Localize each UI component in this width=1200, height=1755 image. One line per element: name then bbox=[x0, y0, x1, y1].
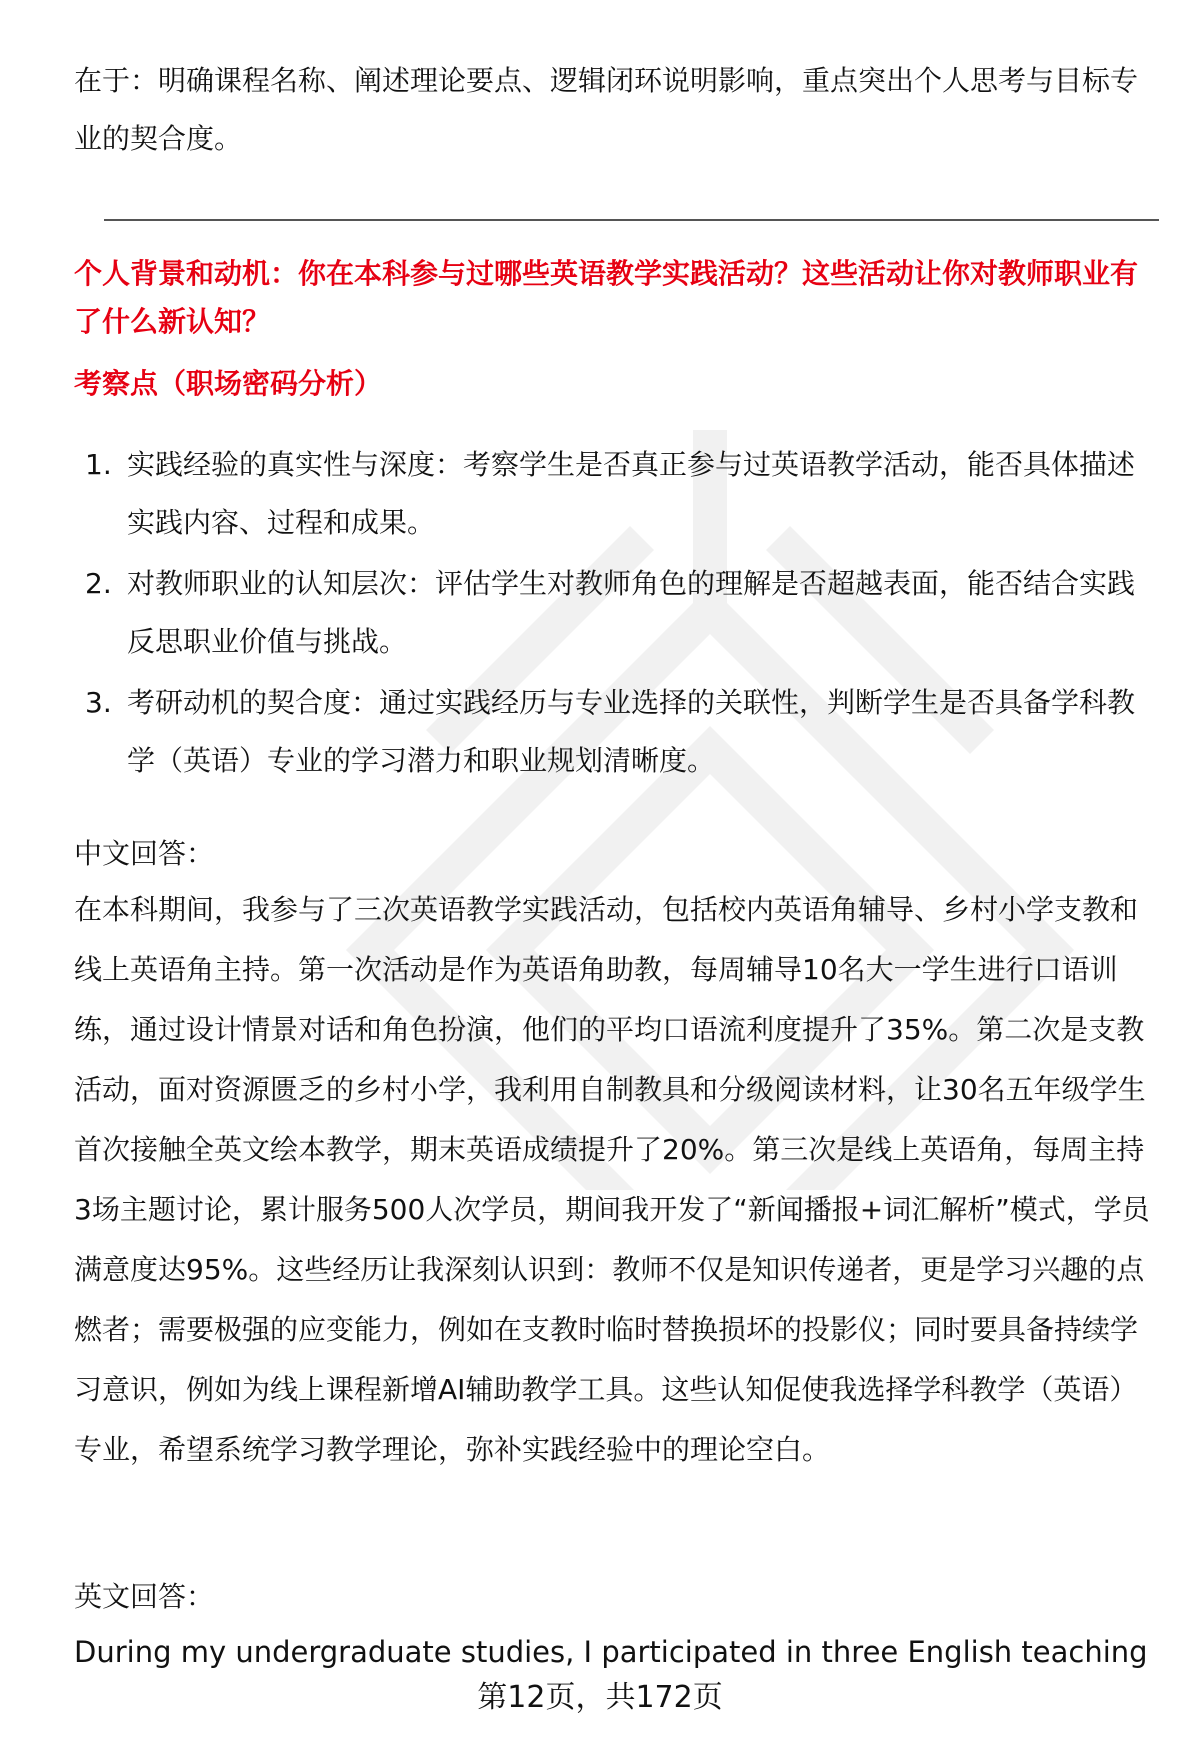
list-item-text: 考研动机的契合度：通过实践经历与专业选择的关联性，判断学生是否具备学科教学（英语）专业的学习潜力和职业规划清晰度。 bbox=[127, 686, 1136, 777]
assessment-points-heading: 考察点（职场密码分析） bbox=[74, 367, 383, 400]
chinese-answer-text: 在本科期间，我参与了三次英语教学实践活动，包括校内英语角辅导、乡村小学支教和线上英语角主持。第一次活动是作为英语角助教，每周辅导10名大一学生进行口语训练，通过设计情景对话和角色扮演，他们的平均口语流利度提升了35%。第二次是支教活动，面对资源匮乏的乡村小学，我利用自制教具和分级阅读材料，让30名五年级学生首次接触全英文绘本教学，期末英语成绩提升了20%。第三次是线上英语角，每周主持3场主题讨论，累计服务500人次学员，期间我开发了“新闻播报+词汇解析”模式，学员满意度达95%。这些经历让我深刻认识到：教师不仅是知识传递者，更是学习兴趣的点燃者；需要极强的应变能力，例如在支教时临时替换损坏的投影仪；同时要具备持续学习意识，例如为线上课程新增AI辅助教学工具。这些认知促使我选择学科教学（英语）专业，希望系统学习教学理论，弥补实践经验中的理论空白。 bbox=[74, 893, 1150, 1466]
list-item-number: 2. bbox=[85, 567, 112, 600]
list-item bbox=[0, 555, 1200, 671]
list-item-text: 对教师职业的认知层次：评估学生对教师角色的理解是否超越表面，能否结合实践反思职业价值与挑战。 bbox=[127, 567, 1136, 658]
section-divider bbox=[104, 219, 1159, 221]
assessment-points-list bbox=[0, 436, 1200, 793]
english-answer-text: During my undergraduate studies, I participated in three English teaching bbox=[74, 1635, 1148, 1669]
list-item-number: 3. bbox=[85, 686, 112, 719]
question-heading: 个人背景和动机：你在本科参与过哪些英语教学实践活动？这些活动让你对教师职业有了什么新认知？ bbox=[74, 257, 1139, 338]
list-item-number: 1. bbox=[85, 448, 112, 481]
list-item bbox=[0, 674, 1200, 790]
intro-paragraph: 在于：明确课程名称、阐述理论要点、逻辑闭环说明影响，重点突出个人思考与目标专业的契合度。 bbox=[74, 64, 1139, 155]
page-number-footer: 第12页，共172页 bbox=[477, 1680, 723, 1715]
english-answer-label: 英文回答： bbox=[74, 1580, 215, 1613]
chinese-answer-label: 中文回答： bbox=[74, 837, 215, 870]
list-item-text: 实践经验的真实性与深度：考察学生是否真正参与过英语教学活动，能否具体描述实践内容、过程和成果。 bbox=[127, 448, 1136, 539]
list-item bbox=[0, 436, 1200, 552]
